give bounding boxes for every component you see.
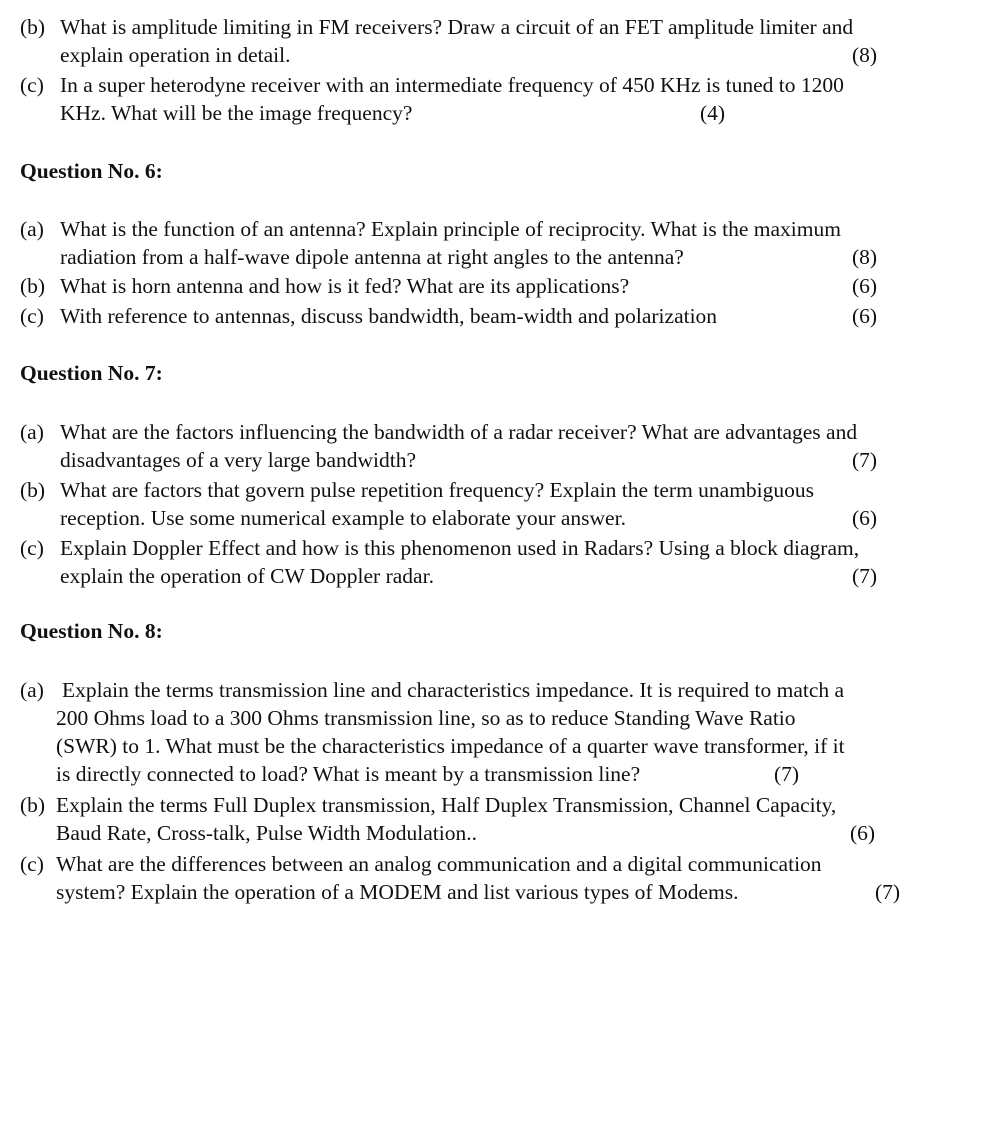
question-5c-line-1: [20, 71, 992, 99]
question-text: 200 Ohms load to a 300 Ohms transmission line, so as to reduce Standing Wave Ratio: [56, 706, 796, 730]
marks-label: (8): [852, 245, 878, 269]
question-5b-line-1: [20, 13, 992, 41]
question-7b: [20, 476, 992, 532]
part-label: (c): [20, 852, 44, 876]
marks-label: (6): [852, 304, 878, 328]
question-8a: [20, 676, 992, 788]
question-7b-line-2: [20, 504, 992, 532]
question-text: Explain Doppler Effect and how is this phenomenon used in Radars? Using a block diagram,: [60, 536, 860, 560]
question-8a-line-3: [20, 732, 992, 760]
question-6b: [20, 272, 992, 300]
question-7-heading: Question No. 7:: [20, 361, 163, 385]
question-text: KHz. What will be the image frequency?: [60, 101, 413, 125]
part-label: (c): [20, 304, 44, 328]
question-text: explain operation in detail.: [60, 43, 291, 67]
question-8a-line-4: [20, 760, 992, 788]
marks-label: (6): [852, 506, 878, 530]
question-text: In a super heterodyne receiver with an intermediate frequency of 450 KHz is tuned to 1200: [60, 73, 844, 97]
question-text: What is horn antenna and how is it fed? What are its applications?: [60, 274, 630, 298]
question-text: What are the differences between an analog communication and a digital communication: [56, 852, 822, 876]
marks-label: (7): [875, 880, 901, 904]
question-8a-line-2: [20, 704, 992, 732]
question-5b: [20, 13, 992, 69]
part-label: (c): [20, 73, 44, 97]
question-text: What are factors that govern pulse repetition frequency? Explain the term unambiguous: [60, 478, 815, 502]
question-8-heading: Question No. 8:: [20, 619, 163, 643]
part-label: (b): [20, 793, 46, 817]
question-6a-line-1: [20, 215, 992, 243]
question-7a-line-1: [20, 418, 992, 446]
question-text: Explain the terms Full Duplex transmission, Half Duplex Transmission, Channel Capacity,: [56, 793, 837, 817]
question-7c-line-1: [20, 534, 992, 562]
question-6c-line-1: [20, 302, 992, 330]
question-8c-line-2: [20, 878, 992, 906]
question-text: disadvantages of a very large bandwidth?: [60, 448, 417, 472]
marks-label: (6): [852, 274, 878, 298]
question-8c: [20, 850, 992, 906]
question-5c-line-2: [20, 99, 992, 127]
question-7c: [20, 534, 992, 590]
question-text: Explain the terms transmission line and characteristics impedance. It is required to match a: [62, 678, 845, 702]
question-6-heading: Question No. 6:: [20, 159, 163, 183]
question-6c: [20, 302, 992, 330]
question-8c-line-1: [20, 850, 992, 878]
question-7b-line-1: [20, 476, 992, 504]
question-text: What are the factors influencing the bandwidth of a radar receiver? What are advantages and: [60, 420, 858, 444]
question-text: What is the function of an antenna? Explain principle of reciprocity. What is the maximum: [60, 217, 841, 241]
question-7a: [20, 418, 992, 474]
question-8b-line-2: [20, 819, 992, 847]
question-8a-line-1: [20, 676, 992, 704]
question-5c: [20, 71, 992, 127]
question-text: reception. Use some numerical example to elaborate your answer.: [60, 506, 626, 530]
marks-label: (7): [774, 762, 800, 786]
marks-label: (7): [852, 564, 878, 588]
part-label: (a): [20, 217, 44, 241]
question-text: explain the operation of CW Doppler radar.: [60, 564, 434, 588]
question-text: radiation from a half-wave dipole antenna at right angles to the antenna?: [60, 245, 684, 269]
question-text: is directly connected to load? What is meant by a transmission line?: [56, 762, 641, 786]
question-text: (SWR) to 1. What must be the characteristics impedance of a quarter wave transformer, if it: [56, 734, 845, 758]
part-label: (b): [20, 478, 46, 502]
marks-label: (8): [852, 43, 878, 67]
question-text: Baud Rate, Cross-talk, Pulse Width Modulation..: [56, 821, 477, 845]
question-6a: [20, 215, 992, 271]
question-8b: [20, 791, 992, 847]
question-5b-line-2: [20, 41, 992, 69]
question-7c-line-2: [20, 562, 992, 590]
question-6b-line-1: [20, 272, 992, 300]
marks-label: (7): [852, 448, 878, 472]
part-label: (a): [20, 420, 44, 444]
marks-label: (6): [850, 821, 876, 845]
question-8b-line-1: [20, 791, 992, 819]
question-text: What is amplitude limiting in FM receivers? Draw a circuit of an FET amplitude limiter and: [60, 15, 854, 39]
marks-label: (4): [700, 101, 726, 125]
question-6a-line-2: [20, 243, 992, 271]
part-label: (c): [20, 536, 44, 560]
question-text: system? Explain the operation of a MODEM and list various types of Modems.: [56, 880, 739, 904]
question-text: With reference to antennas, discuss bandwidth, beam-width and polarization: [60, 304, 718, 328]
part-label: (a): [20, 678, 44, 702]
question-7a-line-2: [20, 446, 992, 474]
part-label: (b): [20, 15, 46, 39]
part-label: (b): [20, 274, 46, 298]
